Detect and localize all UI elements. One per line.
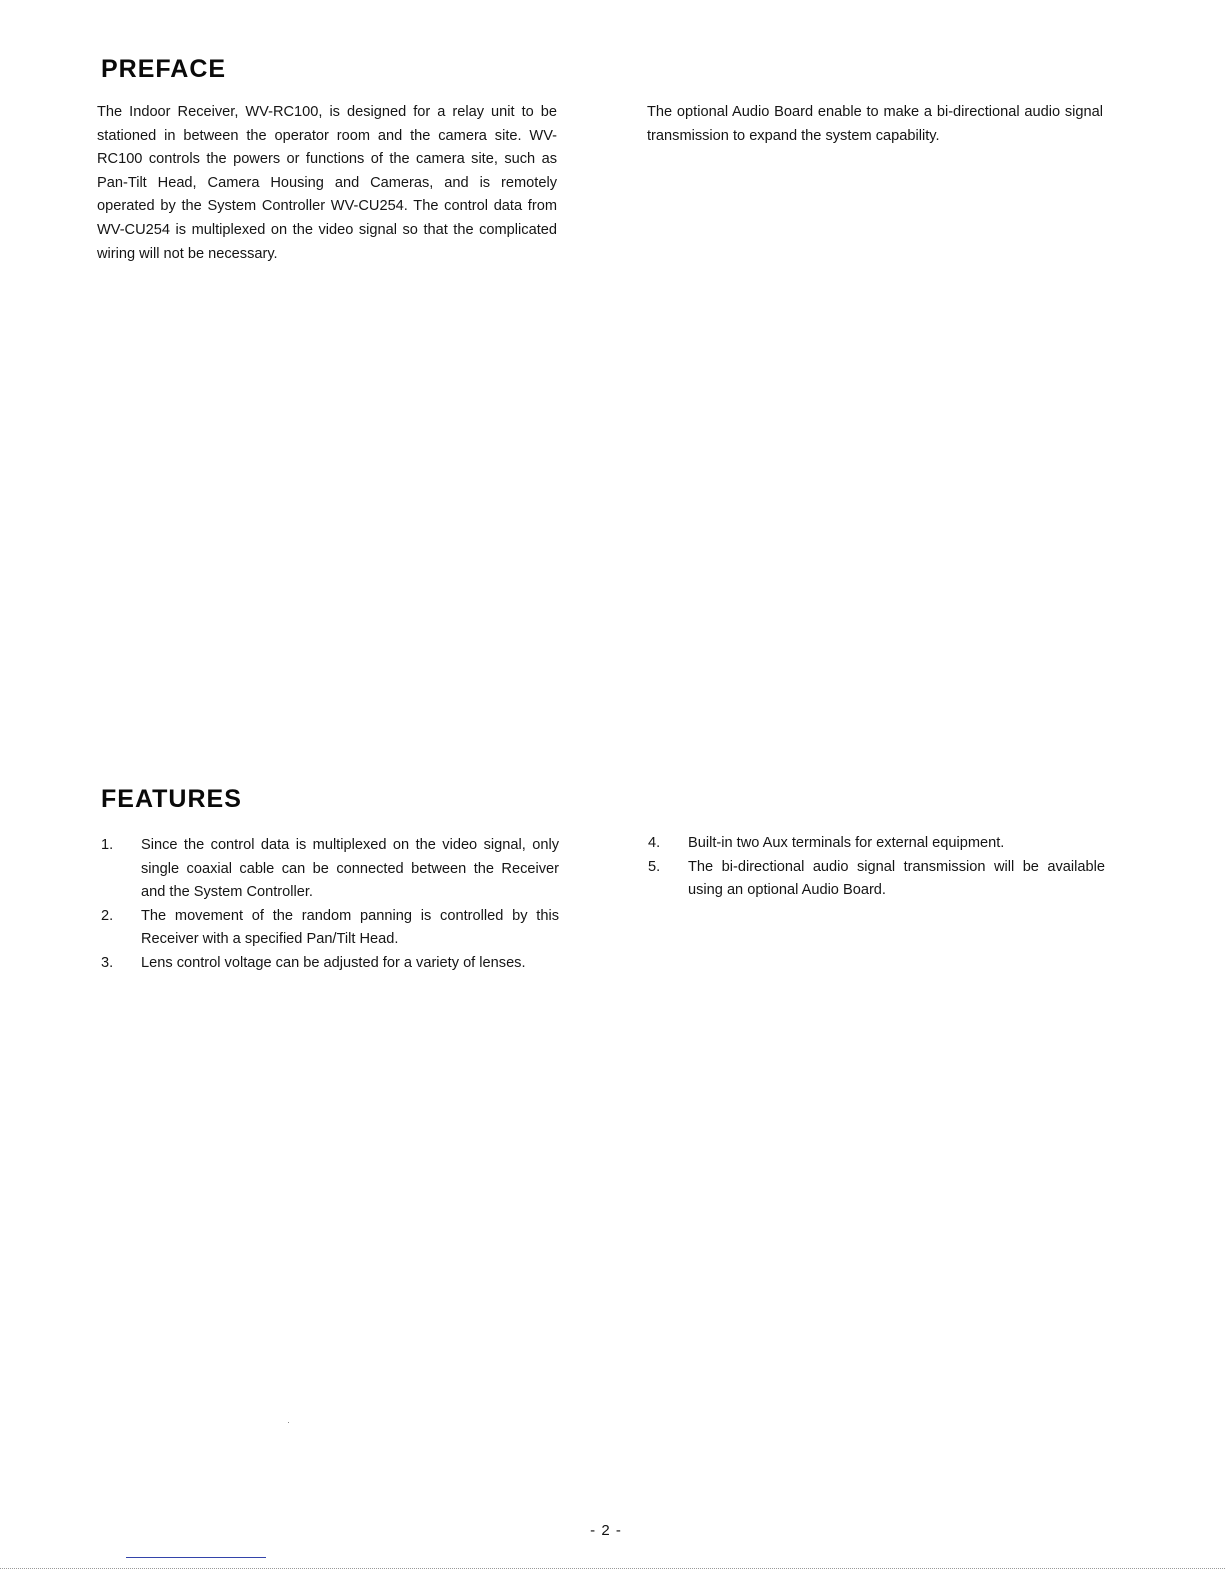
features-list-right bbox=[648, 832, 1105, 903]
feature-item-5 bbox=[648, 856, 1105, 903]
features-left-column bbox=[101, 834, 559, 976]
feature-item-1 bbox=[101, 834, 559, 905]
feature-number: 1. bbox=[101, 837, 114, 853]
feature-number: 5. bbox=[648, 858, 661, 875]
feature-item-2 bbox=[101, 905, 559, 952]
feature-text: The movement of the random panning is controlled by this Receiver with a specified Pan/Tilt Head. bbox=[141, 907, 559, 948]
feature-text: The bi-directional audio signal transmission will be available using an optional Audio Board. bbox=[688, 858, 1105, 899]
feature-item-4 bbox=[648, 832, 1105, 856]
feature-text: Lens control voltage can be adjusted for a variety of lenses. bbox=[141, 954, 526, 971]
feature-number: 3. bbox=[101, 954, 114, 971]
feature-number: 2. bbox=[101, 907, 114, 924]
preface-paragraph-1: The Indoor Receiver, WV-RC100, is designed for a relay unit to be stationed in between the operator room and the camera site. WV-RC100 controls the powers or functions of the camera site, such as Pan-Tilt Head, Camera Housing and Cameras, and is remotely operated by the System Controller WV-CU254. The control data from WV-CU254 is multiplexed on the video signal so that the complicated wiring will not be necessary. bbox=[97, 104, 557, 262]
preface-left-column bbox=[97, 101, 557, 266]
preface-heading: PREFACE bbox=[101, 55, 227, 83]
feature-text: Since the control data is multiplexed on the video signal, only single coaxial cable can be connected between the Receiver and the System Controller. bbox=[141, 837, 559, 901]
scan-speck bbox=[288, 1422, 289, 1423]
preface-right-column bbox=[647, 101, 1103, 148]
footer-rule bbox=[126, 1557, 266, 1558]
feature-number: 4. bbox=[648, 835, 661, 851]
features-heading: FEATURES bbox=[101, 785, 242, 813]
feature-text: Built-in two Aux terminals for external equipment. bbox=[688, 835, 1005, 851]
page-number: - 2 - bbox=[590, 1522, 622, 1539]
features-list-left bbox=[101, 834, 559, 976]
feature-item-3 bbox=[101, 952, 559, 976]
features-right-column bbox=[648, 832, 1105, 903]
bottom-edge-rule bbox=[0, 1568, 1225, 1569]
preface-paragraph-2: The optional Audio Board enable to make a bi-directional audio signal transmission to expand the system capability. bbox=[647, 104, 1103, 144]
